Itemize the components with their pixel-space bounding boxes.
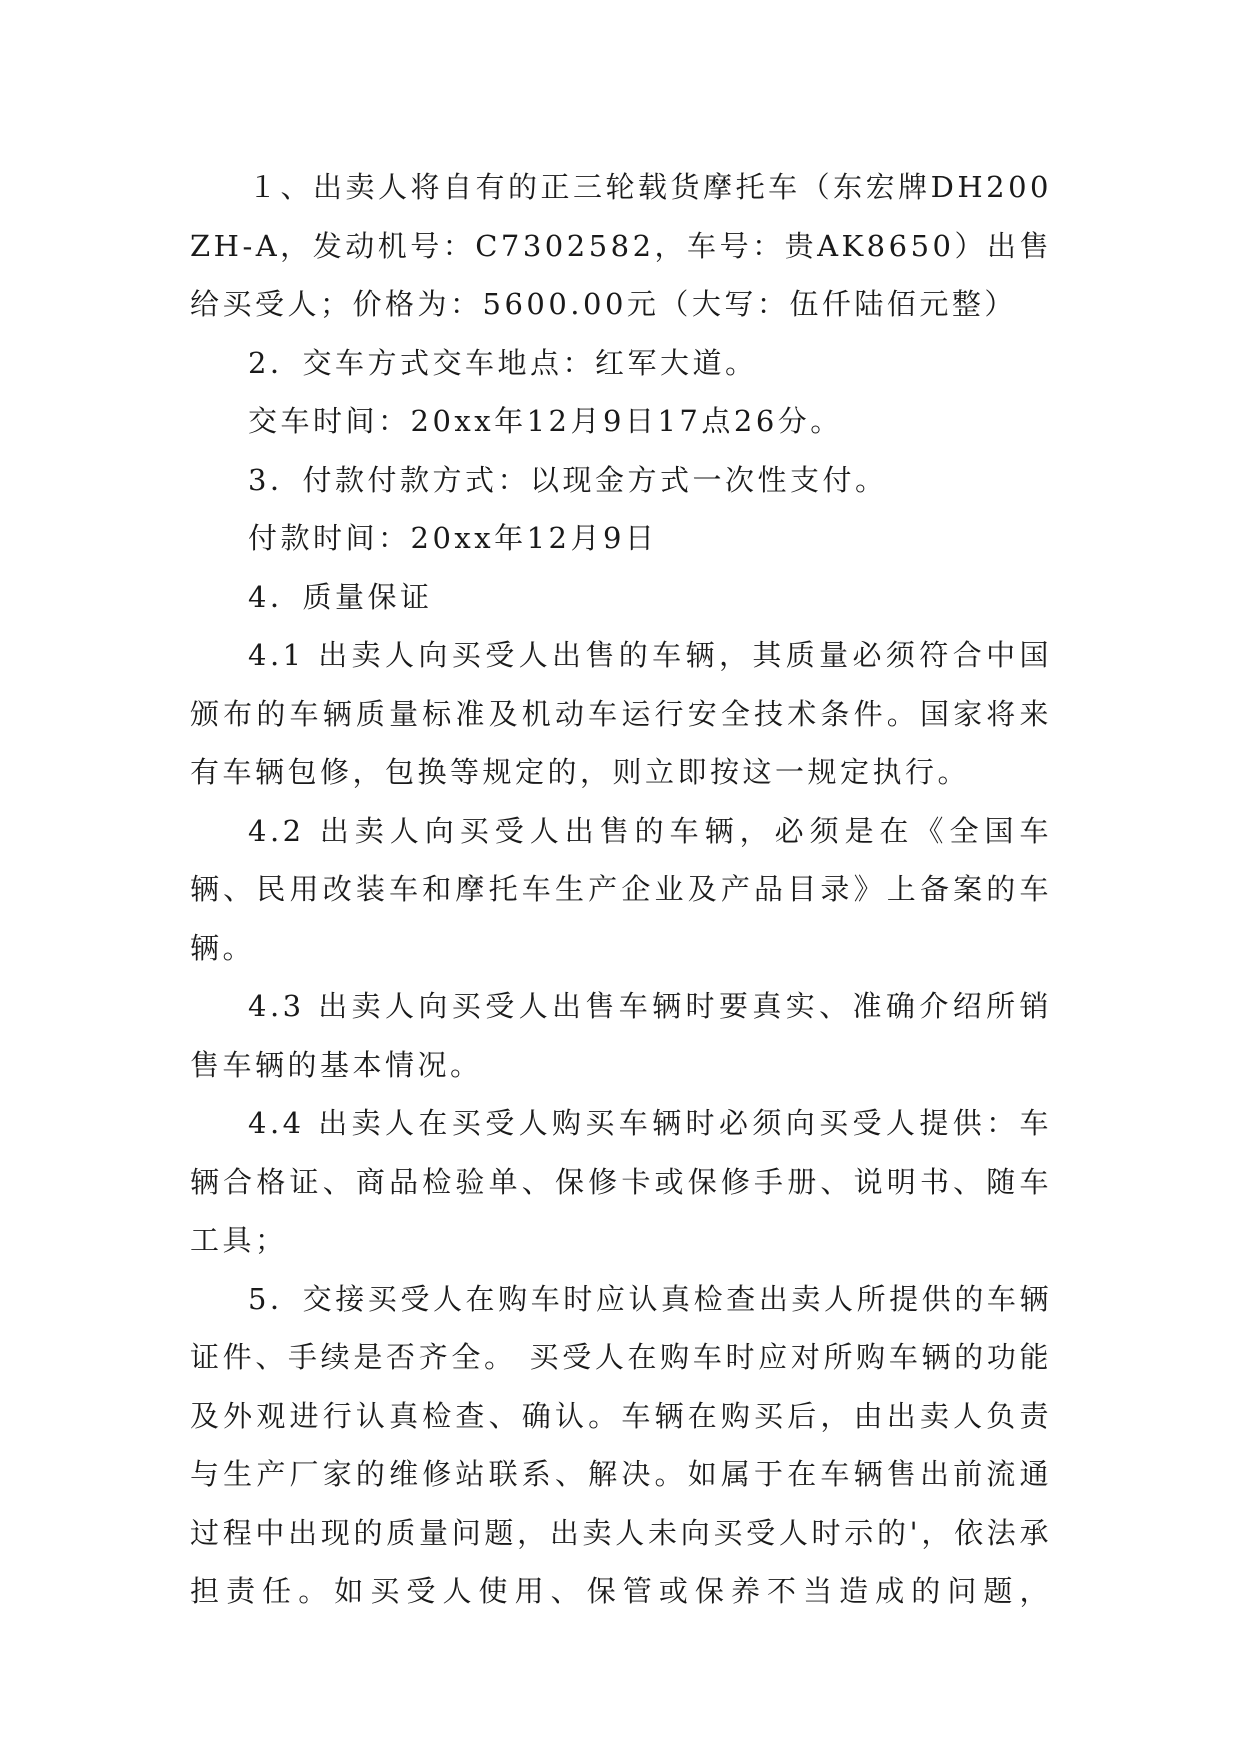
paragraph-item-4-quality: 4．质量保证 [248,579,433,614]
paragraph-delivery-time: 交车时间：20xx年12月9日17点26分。 [248,404,843,438]
paragraph-item-5-handover: 5．交接买受人在购车时应认真检查出卖人所提供的车辆证件、手续是否齐全。 买受人在购车时应对所购车辆的功能及外观进行认真检查、确认。车辆在购买后，由出卖人负责与生产厂家的维修站联系、解决。如属于在车辆售出前流通过程中出现的质量问题，出卖人未向买受人时示的'，依法承担责任。如买受人使用、保管或保养不当造成的问题， [190,1281,1052,1608]
paragraph-item-4-3: 4.3 出卖人向买受人出售车辆时要真实、准确介绍所销售车辆的基本情况。 [190,989,1052,1082]
document-body [190,158,1052,1621]
paragraph-item-4-4: 4.4 出卖人在买受人购买车辆时必须向买受人提供：车辆合格证、商品检验单、保修卡或保修手册、说明书、随车工具； [190,1106,1052,1257]
paragraph-item-4-1: 4.1 出卖人向买受人出售的车辆，其质量必须符合中国颁布的车辆质量标准及机动车运行安全技术条件。国家将来有车辆包修，包换等规定的，则立即按这一规定执行。 [190,638,1052,789]
paragraph-item-3-payment: 3．付款付款方式：以现金方式一次性支付。 [248,462,888,497]
paragraph-item-2-delivery: 2．交车方式交车地点：红军大道。 [248,345,758,380]
paragraph-item-4-2: 4.2 出卖人向买受人出售的车辆，必须是在《全国车辆、民用改装车和摩托车生产企业及产品目录》上备案的车辆。 [190,813,1052,965]
paragraph-item-1-sale: １、出卖人将自有的正三轮载货摩托车（东宏牌DH200ZH-A，发动机号：C7302582，车号：贵AK8650）出售给买受人；价格为：5600.00元（大写：伍仟陆佰元整） [190,170,1052,321]
paragraph-payment-time: 付款时间：20xx年12月9日 [248,521,658,555]
